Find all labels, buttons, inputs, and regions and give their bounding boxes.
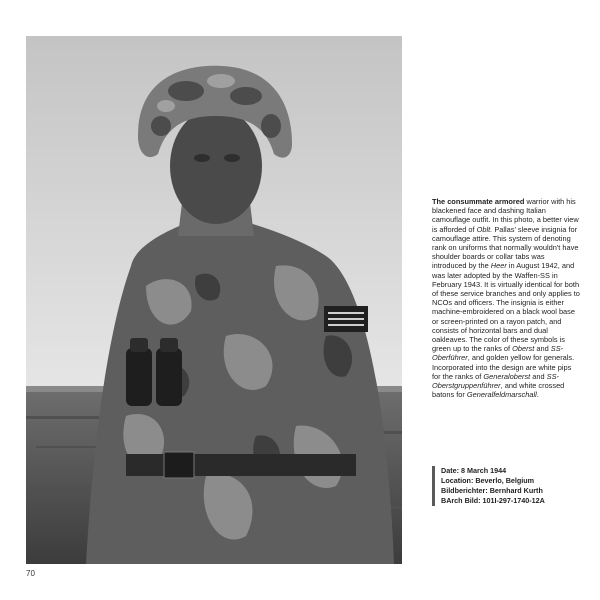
page-number: 70	[26, 569, 35, 578]
caption-text: , and golden yellow for generals. Incorporated into the design are white pips for the ranks of	[432, 353, 575, 381]
photo-photographer: Bildberichter: Bernhard Kurth	[441, 486, 543, 495]
caption-text: and	[534, 344, 551, 354]
caption-emphasis: SS-Oberstgruppenführer	[432, 371, 559, 391]
caption-text: in August 1942, and was later adopted by the Waffen-SS in February 1943. It is virtually identical for both of these service branches and only applies to NCOs and officers. The insignia is either machine-embroidered on a black wool base or screen-printed on a rayon patch, and consists of horizontal bars and dual oakleaves. The color of these symbols is green up to the ranks of	[432, 261, 580, 354]
caption-text: , and white crossed batons for	[432, 381, 565, 400]
photo-metadata	[432, 466, 591, 506]
photo-caption	[432, 197, 580, 399]
caption-text: and	[530, 371, 547, 381]
caption-emphasis: Generaloberst	[483, 371, 531, 381]
caption-text: .	[536, 390, 539, 400]
photo-illustration	[26, 36, 402, 564]
caption-text: warrior with his blackened face and dashing Italian camouflage outfit. In this photo, a better view is afforded of	[432, 197, 579, 234]
caption-text: Pallas' sleeve insignia for camouflage attire. This system of denoting rank on uniforms that normally wouldn't have shoulder boards or collar tabs was introduced by the	[432, 224, 579, 271]
caption-lead: The consummate armored	[432, 197, 525, 206]
caption-paragraph	[432, 197, 580, 399]
caption-emphasis: Heer	[490, 261, 507, 271]
photo-location: Location: Beverlo, Belgium	[441, 476, 535, 485]
caption-emphasis: Oblt.	[476, 224, 493, 234]
caption-emphasis: Generalfeldmarschall	[466, 390, 537, 400]
photo-date: Date: 8 March 1944	[441, 466, 507, 475]
caption-emphasis: SS-Oberführer	[432, 344, 564, 363]
caption-emphasis: Oberst	[512, 344, 535, 354]
soldier-photograph	[26, 36, 402, 564]
photo-archive-id: BArch Bild: 101I-297-1740-12A	[441, 496, 545, 505]
